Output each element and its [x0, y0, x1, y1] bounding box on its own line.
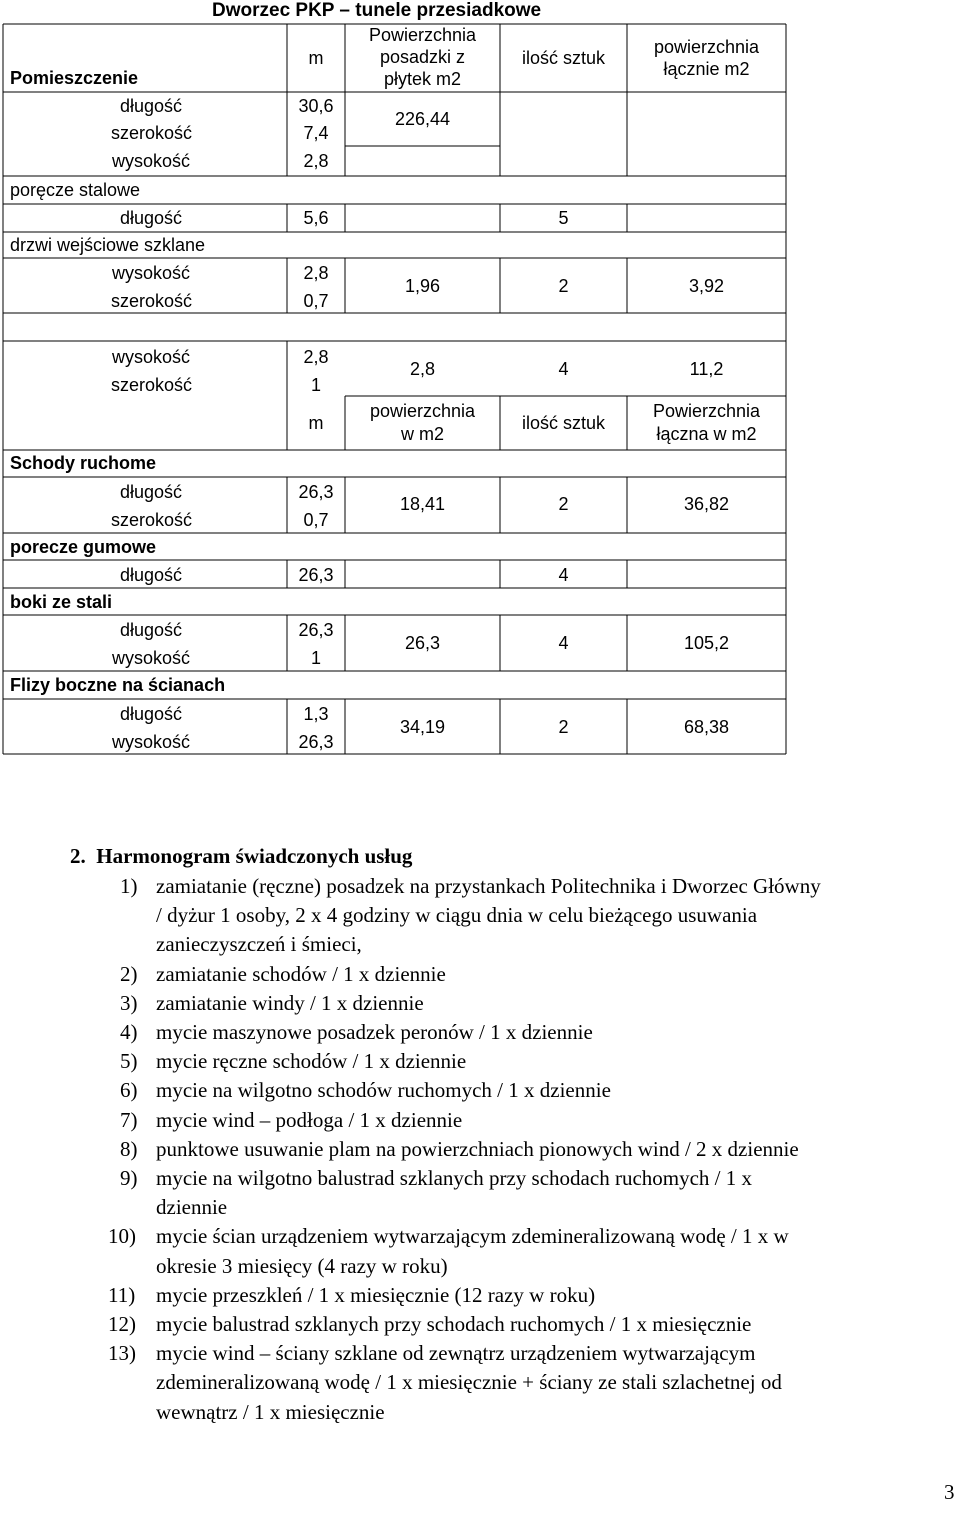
list-item	[108, 1281, 948, 1310]
header-m: m	[308, 48, 324, 68]
list-item	[108, 1222, 948, 1280]
list-item-line: zamiatanie windy / 1 x dziennie	[156, 990, 424, 1015]
escalators-m-length: 26,3	[298, 482, 334, 502]
list-item-line: mycie maszynowe posadzek peronów / 1 x dziennie	[156, 1020, 593, 1045]
header-total-line2: łącznie m2	[663, 59, 750, 79]
panel-label-height: wysokość	[111, 347, 190, 367]
panel-qty: 4	[558, 359, 569, 379]
friezes-label-length: długość	[119, 704, 182, 724]
header-qty: ilość sztuk	[521, 48, 606, 68]
list-item	[108, 1135, 948, 1164]
panel-area: 2,8	[409, 359, 436, 379]
section-title: Harmonogram świadczonych usług	[96, 844, 413, 868]
schedule-list	[108, 872, 948, 1427]
doors-label-height: wysokość	[111, 263, 190, 283]
railings-heading: poręcze stalowe	[10, 180, 141, 200]
header2-total-line2: łączna w m2	[656, 424, 757, 444]
section-heading	[70, 844, 950, 869]
panel-total: 11,2	[689, 359, 724, 379]
header-area-line2: posadzki z	[379, 47, 466, 67]
list-item	[108, 1339, 948, 1427]
list-item-line: mycie wind – ściany szklane od zewnątrz urządzeniem wytwarzającym	[156, 1341, 756, 1366]
list-item-number: 13)	[108, 1341, 136, 1366]
header2-area-line2: w m2	[400, 424, 444, 444]
list-item	[108, 1076, 948, 1105]
list-item-number: 10)	[108, 1224, 136, 1249]
room-m-width: 7,4	[303, 123, 329, 143]
list-item	[108, 1047, 948, 1076]
room-label-length: długość	[119, 96, 182, 116]
header-area-line3: płytek m2	[383, 69, 462, 89]
steel-label-height: wysokość	[111, 648, 190, 668]
list-item-line: mycie balustrad szklanych przy schodach ruchomych / 1 x miesięcznie	[156, 1312, 752, 1337]
list-item-number: 12)	[108, 1312, 136, 1337]
list-item-line: zanieczyszczeń i śmieci,	[156, 932, 362, 957]
doors-heading: drzwi wejściowe szklane	[10, 235, 206, 255]
list-item-line: mycie na wilgotno balustrad szklanych przy schodach ruchomych / 1 x	[156, 1166, 752, 1191]
rubber-qty: 4	[558, 565, 569, 585]
page-number: 3	[944, 1480, 955, 1504]
steel-area: 26,3	[404, 633, 441, 653]
list-item-number: 4)	[120, 1020, 138, 1045]
panel-label-width: szerokość	[110, 375, 192, 395]
rubber-label: długość	[119, 565, 182, 585]
escalators-label-width: szerokość	[110, 510, 192, 530]
doors-m-height: 2,8	[303, 263, 329, 283]
doors-m-width: 0,7	[303, 291, 329, 311]
header-room: Pomieszczenie	[10, 68, 139, 88]
list-item	[108, 989, 948, 1018]
doors-qty: 2	[558, 276, 569, 296]
doors-total: 3,92	[688, 276, 725, 296]
list-item-number: 3)	[120, 990, 138, 1015]
steel-qty: 4	[558, 633, 569, 653]
table-title: Dworzec PKP – tunele przesiadkowe	[212, 0, 542, 21]
list-item-number: 1)	[120, 874, 138, 898]
list-item-line: wewnątrz / 1 x miesięcznie	[156, 1399, 385, 1424]
header-area-line1: Powierzchnia	[368, 25, 477, 45]
list-item	[108, 960, 948, 989]
list-item-line: / dyżur 1 osoby, 2 x 4 godziny w ciągu dnia w celu bieżącego usuwania	[156, 903, 758, 928]
steel-m-height: 1	[310, 648, 321, 668]
friezes-area: 34,19	[399, 717, 446, 737]
room-label-height: wysokość	[111, 151, 190, 171]
rubber-heading: porecze gumowe	[10, 537, 157, 557]
list-item-number: 7)	[120, 1107, 138, 1132]
list-item-line: mycie ścian urządzeniem wytwarzającym zdemineralizowaną wodę / 1 x w	[156, 1224, 789, 1249]
railings-label: długość	[119, 208, 182, 228]
list-item-line: mycie przeszkleń / 1 x miesięcznie (12 razy w roku)	[156, 1282, 596, 1307]
list-item	[108, 1164, 948, 1222]
room-area: 226,44	[394, 109, 451, 129]
list-item	[108, 1310, 948, 1339]
list-item	[108, 1018, 948, 1047]
friezes-heading: Flizy boczne na ścianach	[10, 675, 226, 695]
header2-total-line1: Powierzchnia	[652, 401, 761, 421]
escalators-qty: 2	[558, 494, 569, 514]
list-item-line: zamiatanie (ręczne) posadzek na przystankach Politechnika i Dworzec Główny	[156, 874, 821, 898]
header-total-line1: powierzchnia	[653, 37, 760, 57]
panel-m-width: 1	[310, 375, 321, 395]
friezes-label-height: wysokość	[111, 732, 190, 752]
header2-m: m	[308, 413, 324, 433]
list-item-number: 11)	[108, 1282, 136, 1307]
friezes-total: 68,38	[683, 717, 730, 737]
list-item-line: dziennie	[156, 1195, 228, 1220]
escalators-heading: Schody ruchome	[10, 453, 157, 473]
railings-m: 5,6	[303, 208, 329, 228]
list-item-line: mycie wind – podłoga / 1 x dziennie	[156, 1107, 463, 1132]
escalators-area: 18,41	[399, 494, 446, 514]
list-item-line: zamiatanie schodów / 1 x dziennie	[156, 961, 446, 986]
list-item-line: mycie na wilgotno schodów ruchomych / 1 x dziennie	[156, 1078, 611, 1103]
friezes-m-length: 1,3	[303, 704, 329, 724]
list-item-number: 8)	[120, 1136, 138, 1161]
list-item-number: 6)	[120, 1078, 138, 1103]
list-item-number: 9)	[120, 1166, 138, 1191]
list-item-line: mycie ręczne schodów / 1 x dziennie	[156, 1049, 467, 1074]
list-item-line: okresie 3 miesięcy (4 razy w roku)	[156, 1253, 448, 1278]
room-label-width: szerokość	[110, 123, 192, 143]
steel-heading: boki ze stali	[10, 592, 113, 612]
list-item-number: 2)	[120, 961, 138, 986]
list-item	[108, 872, 948, 960]
list-item-line: zdemineralizowaną wodę / 1 x miesięcznie + ściany ze stali szlachetnej od	[156, 1370, 782, 1395]
doors-area: 1,96	[404, 276, 441, 296]
steel-m-length: 26,3	[298, 620, 334, 640]
escalators-label-length: długość	[119, 482, 182, 502]
header2-area-line1: powierzchnia	[369, 401, 476, 421]
friezes-qty: 2	[558, 717, 569, 737]
room-m-length: 30,6	[298, 96, 334, 116]
header2-qty: ilość sztuk	[521, 413, 606, 433]
list-item-number: 5)	[120, 1049, 138, 1074]
friezes-m-height: 26,3	[298, 732, 334, 752]
rubber-m: 26,3	[298, 565, 334, 585]
railings-qty: 5	[558, 208, 569, 228]
panel-m-height: 2,8	[303, 347, 329, 367]
steel-total: 105,2	[683, 633, 730, 653]
room-m-height: 2,8	[303, 151, 329, 171]
escalators-total: 36,82	[683, 494, 730, 514]
list-item	[108, 1106, 948, 1135]
section-number: 2.	[70, 844, 86, 868]
steel-label-length: długość	[119, 620, 182, 640]
list-item-line: punktowe usuwanie plam na powierzchniach pionowych wind / 2 x dziennie	[156, 1136, 799, 1161]
escalators-m-width: 0,7	[303, 510, 329, 530]
doors-label-width: szerokość	[110, 291, 192, 311]
